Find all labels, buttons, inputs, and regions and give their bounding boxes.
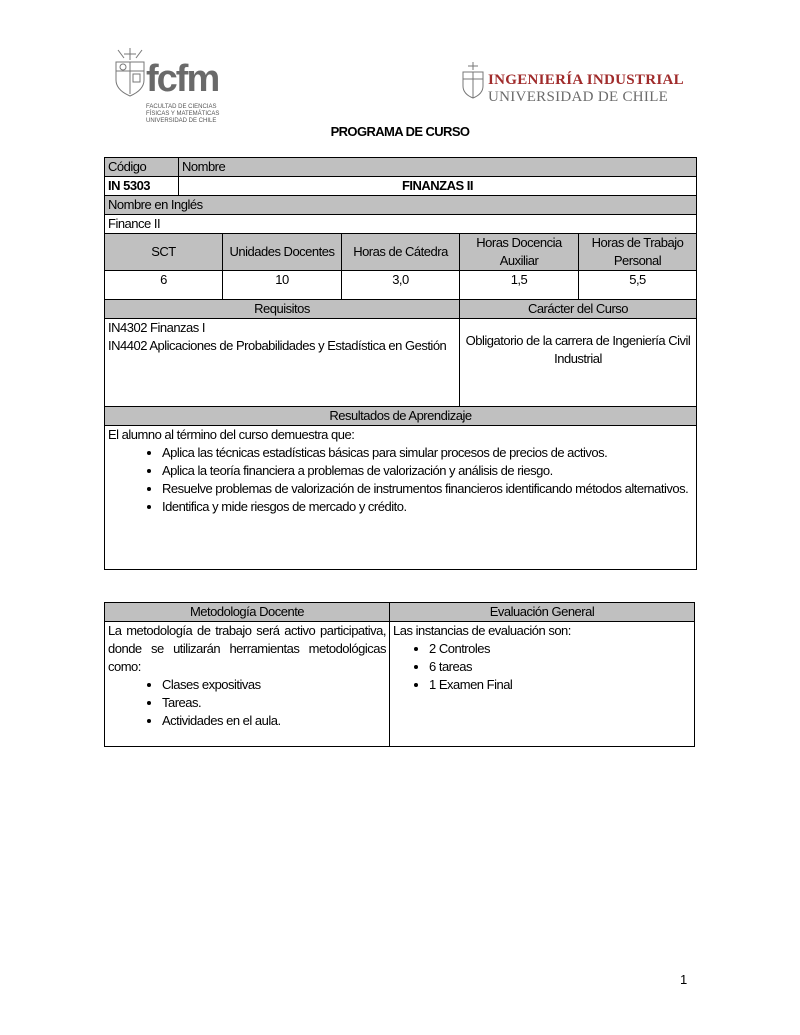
university-seal-icon	[110, 46, 150, 106]
course-code: IN 5303	[105, 177, 179, 196]
list-item: • Tareas.	[162, 694, 386, 712]
course-name: FINANZAS II	[179, 177, 697, 196]
list-item: • Actividades en el aula.	[162, 712, 386, 730]
hours-header-sct: SCT	[105, 234, 223, 271]
fcfm-logo-text: fcfm	[146, 58, 219, 100]
hours-header-personal: Horas de Trabajo Personal	[579, 234, 697, 271]
methodology-cell	[105, 622, 390, 747]
outcomes-list	[108, 444, 691, 516]
evaluation-list	[393, 640, 691, 694]
hours-value-auxiliary: 1,5	[460, 271, 579, 304]
hours-value-lecture: 3,0	[342, 271, 460, 304]
hours-value-sct: 6	[105, 271, 223, 304]
english-name-label: Nombre en Inglés	[105, 196, 697, 215]
list-item: • Aplica las técnicas estadísticas básicas para simular procesos de precios de activos.	[162, 444, 691, 462]
methodology-evaluation-table	[104, 602, 695, 747]
methodology-list	[108, 676, 386, 730]
outcomes-intro: El alumno al término del curso demuestra que:	[108, 427, 355, 442]
logo-right-line1: INGENIERÍA INDUSTRIAL	[488, 72, 684, 88]
outcomes-cell	[105, 426, 697, 570]
list-item: • Resuelve problemas de valorización de instrumentos financieros identificando métodos alternativos.	[162, 480, 691, 498]
hours-header-units: Unidades Docentes	[223, 234, 342, 271]
evaluation-cell	[390, 622, 695, 747]
list-item: • 2 Controles	[429, 640, 691, 658]
list-item: • Aplica la teoría financiera a problemas de valorización y análisis de riesgo.	[162, 462, 691, 480]
list-item: • Identifica y mide riesgos de mercado y crédito.	[162, 498, 691, 516]
fcfm-logo-subtitle: FACULTAD DE CIENCIAS FÍSICAS Y MATEMÁTICAS UNIVERSIDAD DE CHILE	[146, 104, 220, 124]
methodology-intro: La metodología de trabajo será activo participativa, donde se utilizarán herramientas metodológicas como:	[108, 623, 386, 674]
university-seal-icon	[460, 60, 486, 108]
course-info-table	[104, 157, 697, 304]
evaluation-intro: Las instancias de evaluación son:	[393, 623, 571, 638]
character-label: Carácter del Curso	[460, 300, 697, 319]
logo-right-line2: UNIVERSIDAD DE CHILE	[488, 89, 669, 105]
list-item: • 1 Examen Final	[429, 676, 691, 694]
course-character: Obligatorio de la carrera de Ingeniería Civil Industrial	[460, 319, 697, 407]
english-name: Finance II	[105, 215, 697, 234]
list-item: • Clases expositivas	[162, 676, 386, 694]
name-label: Nombre	[179, 158, 697, 177]
evaluation-label: Evaluación General	[390, 603, 695, 622]
code-label: Código	[105, 158, 179, 177]
requirements-label: Requisitos	[105, 300, 460, 319]
hours-header-lecture: Horas de Cátedra	[342, 234, 460, 271]
hours-value-personal: 5,5	[579, 271, 697, 304]
page-number: 1	[680, 972, 688, 987]
list-item: • 6 tareas	[429, 658, 691, 676]
requirement-line: IN4302 Finanzas I	[108, 320, 206, 335]
outcomes-label: Resultados de Aprendizaje	[105, 407, 697, 426]
requirements-cell	[105, 319, 460, 407]
page-title: PROGRAMA DE CURSO	[330, 124, 470, 139]
methodology-label: Metodología Docente	[105, 603, 390, 622]
requirement-line: IN4402 Aplicaciones de Probabilidades y Estadística en Gestión	[108, 338, 447, 353]
hours-value-units: 10	[223, 271, 342, 304]
hours-header-auxiliary: Horas Docencia Auxiliar	[460, 234, 579, 271]
requirements-table	[104, 299, 697, 570]
